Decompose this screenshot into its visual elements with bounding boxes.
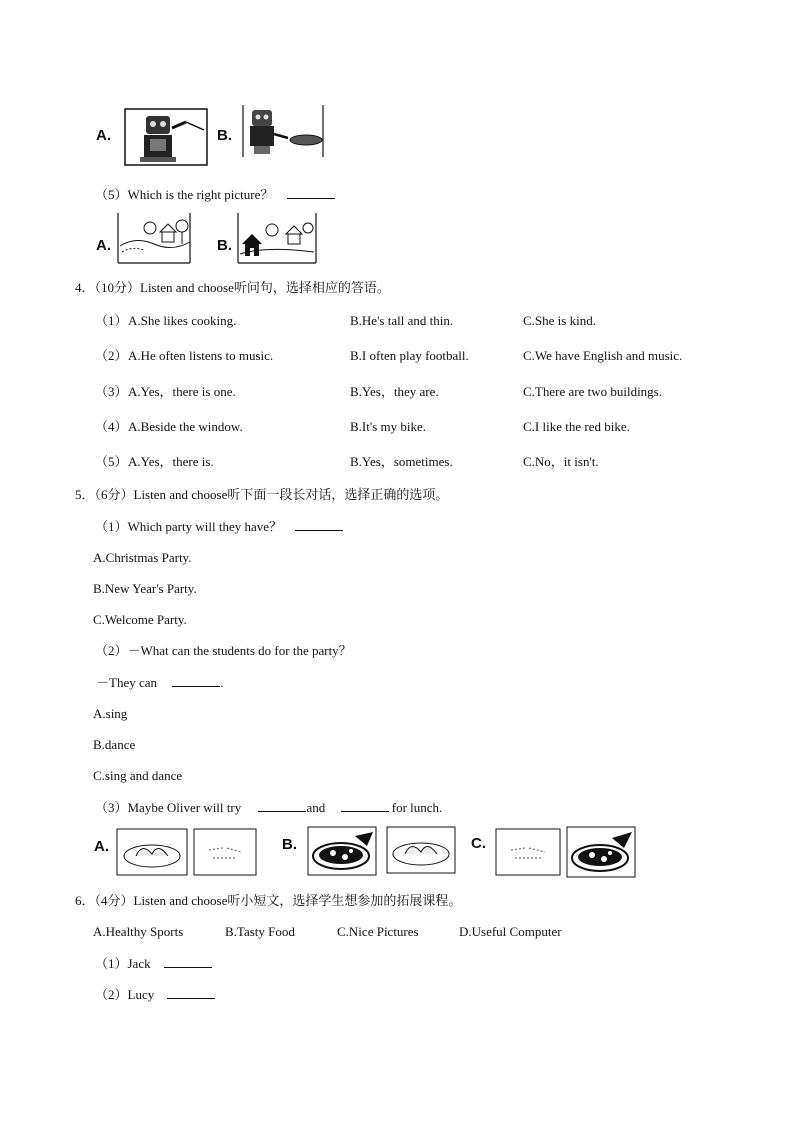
q5-2-option-c: C.sing and dance [93,768,183,783]
q4-row-2-option-a: A.He often listens to music. [128,348,274,363]
q4-row-5-option-b: B.Yes，sometimes. [350,454,453,469]
option-a-label: A. [94,838,109,855]
q4-row-4-option-c: C.I like the red bike. [523,419,630,434]
question-6-heading: 6．（4分）Listen and choose听小短文，选择学生想参加的拓展课程。 [75,893,462,908]
q4-row-2-option-b: B.I often play football. [350,348,469,363]
answer-blank[interactable] [295,518,343,531]
answer-blank-2[interactable] [341,799,389,812]
option-b-label: B. [282,836,297,853]
answer-blank[interactable] [172,674,220,687]
robot-painting-picture [124,108,208,166]
q5-2-option-b: B.dance [93,737,136,752]
noodles-picture [495,828,561,876]
q6-option-a: A.Healthy Sports [93,924,184,939]
question-prompt: （1）Which party will they have？ [95,519,283,534]
dumplings-picture [386,826,456,874]
option-b-label: B. [217,127,232,144]
robot-cooking-picture [242,104,326,158]
q4-row-2-num: （2） [95,348,128,363]
q5-sub-2-prompt: （2）－What can the students do for the party？ [95,643,352,658]
q4-row-3-option-c: C.There are two buildings. [523,384,662,399]
option-c-label: C. [471,835,486,852]
q6-sub-1 [95,955,212,972]
and-word: and [306,800,326,815]
answer-blank[interactable] [167,986,215,999]
q4-row-3-option-b: B.Yes，they are. [350,384,439,399]
q4-row-1-num: （1） [95,313,128,328]
q5-2-option-a: A.sing [93,706,128,721]
q4-row-5-option-a: A.Yes，there is. [128,454,214,469]
q4-row-1-option-b: B.He's tall and thin. [350,313,454,328]
q4-row-5-option-c: C.No，it isn't. [523,454,599,469]
answer-blank[interactable] [287,186,335,199]
q4-row-5-num: （5） [95,454,128,469]
q4-row-1-option-a: A.She likes cooking. [128,313,237,328]
q6-option-b: B.Tasty Food [225,924,295,939]
question-4-heading: 4．（10分）Listen and choose听问句，选择相应的答语。 [75,280,390,295]
q4-row-4-option-a: A.Beside the window. [128,419,243,434]
student-name: （1）Jack [95,956,151,971]
q4-row-2-option-c: C.We have English and music. [523,348,683,363]
answer-blank-1[interactable] [258,799,306,812]
q4-row-3-option-a: A.Yes，there is one. [128,384,236,399]
question-3-5 [95,186,335,203]
option-a-label: A. [96,127,111,144]
q5-1-option-b: B.New Year's Party. [93,581,197,596]
student-name: （2）Lucy [95,987,155,1002]
question-prompt: （3）Maybe Oliver will try [95,800,242,815]
q6-option-c: C.Nice Pictures [337,924,419,939]
q4-row-4-option-b: B.It's my bike. [350,419,427,434]
q5-sub-1 [95,518,343,535]
q5-1-option-a: A.Christmas Party. [93,550,192,565]
question-prompt: （5）Which is the right picture？ [95,187,274,202]
option-b-label: B. [217,237,232,254]
q6-option-d: D.Useful Computer [459,924,562,939]
answer-blank[interactable] [164,955,212,968]
reply-period: . [220,675,224,690]
pizza-picture [307,826,377,876]
q5-sub-3 [95,799,442,816]
prompt-end: for lunch. [391,800,443,815]
q4-row-1-option-c: C.She is kind. [523,313,596,328]
q5-sub-2-reply [96,674,224,691]
reply-text: －They can [96,675,158,690]
q4-row-4-num: （4） [95,419,128,434]
q6-sub-2 [95,986,215,1003]
q4-row-3-num: （3） [95,384,128,399]
pizza-picture [566,826,636,878]
house-scene-picture [236,212,318,264]
q5-1-option-c: C.Welcome Party. [93,612,187,627]
question-5-heading: 5．（6分）Listen and choose听下面一段长对话，选择正确的选项。 [75,487,449,502]
noodles-picture [193,828,257,876]
dumplings-picture [116,828,188,876]
option-a-label: A. [96,237,111,254]
village-scene-picture [116,212,192,264]
